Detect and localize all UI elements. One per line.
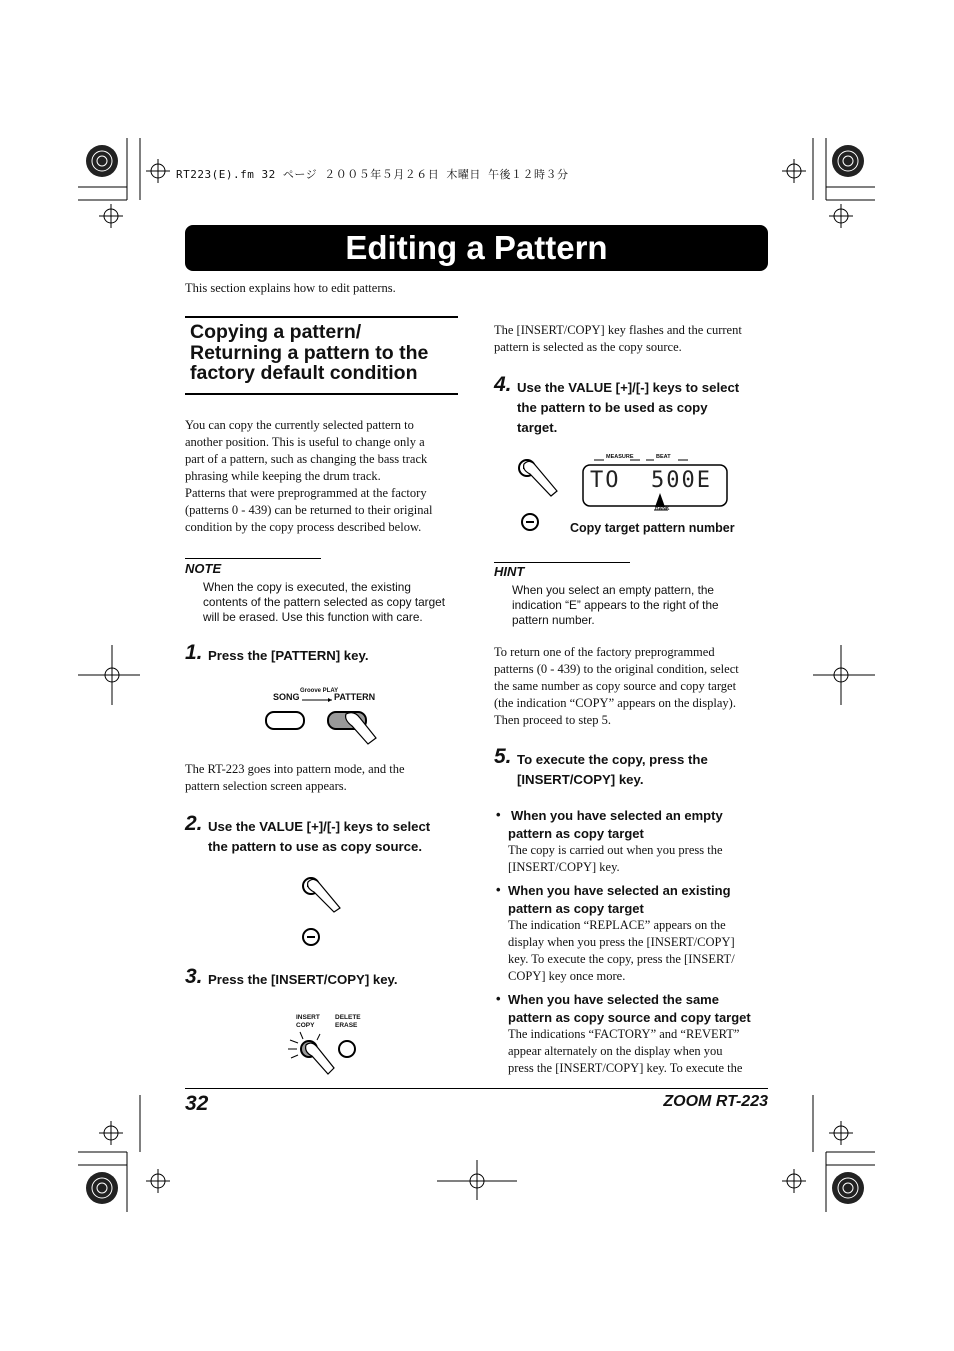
text-line: When you select an empty pattern, the xyxy=(512,583,714,597)
text-line: phrasing while keeping the drum track. xyxy=(185,469,381,483)
step-4-number: 4. xyxy=(494,373,512,396)
text-line: press the [INSERT/COPY] key. To execute the xyxy=(508,1061,743,1075)
bullet-2-body xyxy=(508,917,767,985)
text-line: (the indication “COPY” appears on the display). xyxy=(494,696,736,710)
bullet-3-body xyxy=(508,1026,767,1077)
text-line: indication “E” appears to the right of the xyxy=(512,598,719,612)
bullet-2-title xyxy=(508,882,731,918)
step-5-text xyxy=(517,750,708,790)
product-name: ZOOM RT-223 xyxy=(663,1093,768,1110)
song-key[interactable] xyxy=(266,712,304,729)
step-1-text: Press the [PATTERN] key. xyxy=(208,648,369,663)
text-line: When the copy is executed, the existing xyxy=(203,580,411,594)
pattern-key-illustration xyxy=(262,696,387,746)
text-line: display when you press the [INSERT/COPY] xyxy=(508,935,735,949)
text-line: [INSERT/COPY] key. xyxy=(508,860,620,874)
delete-erase-key[interactable] xyxy=(339,1041,355,1057)
note-body xyxy=(203,580,459,625)
text-line: the pattern to use as copy source. xyxy=(208,839,422,854)
pattern-key-label: PATTERN xyxy=(334,692,376,702)
note-label: NOTE xyxy=(185,561,222,576)
text-line: Patterns that were preprogrammed at the factory xyxy=(185,486,427,500)
insert-copy-illustration xyxy=(284,1030,364,1078)
bullet-1-body xyxy=(508,842,767,876)
factory-return-paragraph xyxy=(494,644,767,729)
label-line: INSERT xyxy=(296,1014,320,1021)
text-line: When you have selected the same xyxy=(508,992,719,1007)
text-line: (patterns 0 - 439) can be returned to their original xyxy=(185,503,433,517)
hint-body xyxy=(512,583,768,628)
text-line: When you have selected an existing xyxy=(508,883,731,898)
text-line: another position. This is useful to change only a xyxy=(185,435,425,449)
hint-rule xyxy=(494,562,630,563)
text-line: To execute the copy, press the xyxy=(517,752,708,767)
value-keys-illustration xyxy=(296,872,346,950)
label-line: COPY xyxy=(296,1022,315,1029)
text-line: patterns (0 - 439) to the original condition, select xyxy=(494,662,739,676)
step-1-number: 1. xyxy=(185,641,203,664)
text-line: The RT-223 goes into pattern mode, and the xyxy=(185,762,405,776)
text-line: the same number as copy source and copy target xyxy=(494,679,737,693)
after-step-1 xyxy=(185,761,458,795)
lcd-caption: Copy target pattern number xyxy=(570,521,735,535)
text-line: condition by the copy process described below. xyxy=(185,520,422,534)
step-3-text: Press the [INSERT/COPY] key. xyxy=(208,972,398,987)
label-line: ERASE xyxy=(335,1022,358,1029)
bullet-1-title-cont: pattern as copy target xyxy=(508,826,644,841)
lcd-text: TO 500E xyxy=(590,468,712,493)
lcd-bank-label: BANK xyxy=(655,506,670,512)
section-heading-line: Returning a pattern to the xyxy=(190,341,429,364)
text-line: appear alternately on the display when you xyxy=(508,1044,723,1058)
insert-copy-label xyxy=(296,1014,320,1030)
page-title: Editing a Pattern xyxy=(185,225,768,271)
lcd-beat-label: BEAT xyxy=(656,454,671,460)
text-line: Use the VALUE [+]/[-] keys to select xyxy=(208,819,431,834)
text-line: key. To execute the copy, press the [INSERT/ xyxy=(508,952,735,966)
hint-label: HINT xyxy=(494,564,525,579)
step-3-number: 3. xyxy=(185,965,203,988)
text-line: COPY] key once more. xyxy=(508,969,626,983)
step-2-text xyxy=(208,817,430,857)
text-line: Then proceed to step 5. xyxy=(494,713,611,727)
text-line: [INSERT/COPY] key. xyxy=(517,772,644,787)
text-line: The [INSERT/COPY] key flashes and the current xyxy=(494,323,742,337)
text-line: The indications “FACTORY” and “REVERT” xyxy=(508,1027,740,1041)
bullet-1-title xyxy=(511,807,723,825)
section-heading xyxy=(185,316,458,395)
section-heading-line: Copying a pattern/ xyxy=(190,321,362,343)
lcd-measure-label: MEASURE xyxy=(606,454,634,460)
groove-play-label: Groove PLAY xyxy=(300,688,339,694)
step-4-text xyxy=(517,378,739,438)
text-line: pattern as copy target xyxy=(508,901,644,916)
delete-erase-label xyxy=(335,1014,361,1030)
text-line: The indication “REPLACE” appears on the xyxy=(508,918,726,932)
label-line: DELETE xyxy=(335,1014,361,1021)
text-line: pattern is selected as the copy source. xyxy=(494,340,682,354)
bullet-3-title xyxy=(508,991,751,1027)
file-header: RT223(E).fm 32 ページ ２００５年５月２６日 木曜日 午後１２時３分 xyxy=(176,168,569,181)
note-rule xyxy=(185,558,321,559)
right-intro xyxy=(494,322,767,356)
bullet-icon: • xyxy=(496,882,501,897)
step-2-number: 2. xyxy=(185,812,203,835)
text-line: contents of the pattern selected as copy target xyxy=(203,595,445,609)
text-line: When you have selected an empty xyxy=(511,808,723,823)
text-line: pattern number. xyxy=(512,613,595,627)
text-line: pattern as copy source and copy target xyxy=(508,1010,751,1025)
step-5-number: 5. xyxy=(494,745,512,768)
text-line: target. xyxy=(517,420,558,435)
value-keys-illustration-2 xyxy=(513,455,563,535)
text-line: pattern selection screen appears. xyxy=(185,779,347,793)
text-line: the pattern to be used as copy xyxy=(517,400,708,415)
section-heading-line: factory default condition xyxy=(190,362,418,384)
text-line: To return one of the factory preprogrammed xyxy=(494,645,715,659)
footer-rule xyxy=(185,1088,768,1089)
text-line: You can copy the currently selected pattern to xyxy=(185,418,414,432)
bullet-icon: • xyxy=(496,807,501,822)
intro-paragraph xyxy=(185,417,458,536)
text-line: Use the VALUE [+]/[-] keys to select xyxy=(517,380,740,395)
page-number: 32 xyxy=(185,1092,209,1115)
text-line: will be erased. Use this function with care. xyxy=(203,610,423,624)
bullet-icon: • xyxy=(496,991,501,1006)
intro-text: This section explains how to edit patterns. xyxy=(185,281,396,295)
text-line: The copy is carried out when you press the xyxy=(508,843,723,857)
song-key-label: SONG xyxy=(273,692,300,702)
text-line: part of a pattern, such as changing the bass track xyxy=(185,452,428,466)
